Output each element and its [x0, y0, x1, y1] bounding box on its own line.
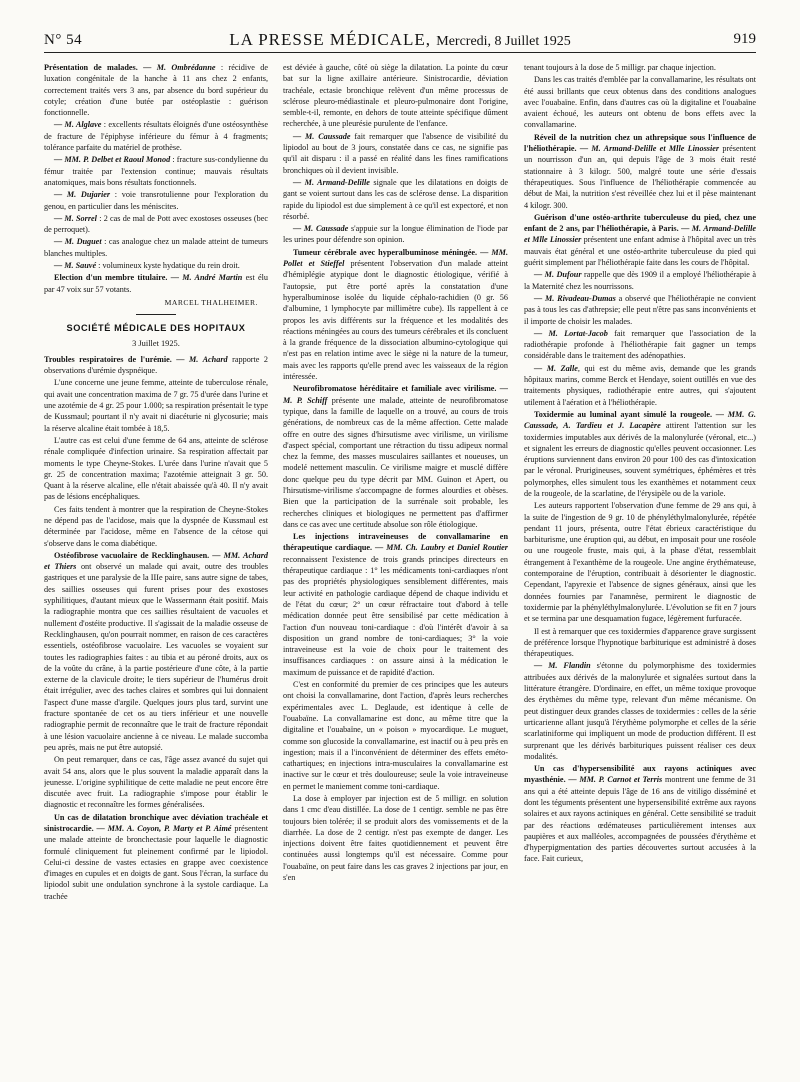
- author-name: MM. G. Caussade, A. Tardieu et J. Lacapère: [524, 409, 756, 431]
- paragraph: [283, 383, 508, 530]
- paragraph-text: : cas analogue chez un malade atteint de tumeurs blanches multiples.: [44, 237, 268, 258]
- paragraph-text: : volumineux kyste hydatique du rein droit.: [98, 261, 240, 271]
- paragraph-text: montrent une femme de 31 ans qui a été atteinte depuis l'âge de 16 ans de vitiligo disséminé et dont les téguments présentent une hypersensibilité extrême aux rayons solaires et aux rayons actiniques en général. Cette sensibilité se traduit par des réactions œdémateuses particulièrement intenses aux paupières et aux malléoles, accompagnées de poussées d'érythème et d'hyperpigmentation des parties découvertes surtout accusées à la face. Fait curieux,: [524, 775, 756, 864]
- paragraph-heading: Troubles respiratoires de l'urémie. —: [44, 354, 185, 364]
- author-name: M. Ombrédanne: [156, 63, 216, 72]
- author-name: — M. Dujarier: [54, 190, 111, 200]
- author-name: M. Achard: [189, 354, 228, 364]
- paragraph: [524, 660, 756, 762]
- paragraph: [283, 531, 508, 678]
- section-date: 3 Juillet 1925.: [132, 338, 180, 348]
- paragraph: [44, 62, 268, 118]
- author-name: — M. Armand-Delille: [293, 177, 370, 187]
- paragraph-text: : excellents résultats éloignés d'une ostéosynthèse de fracture de l'épiphyse inférieure du fémur à 4 fragments; tolérance parfaite du matériel de prothèse.: [44, 120, 268, 153]
- issue-date: Mercredi, 8 Juillet 1925: [436, 34, 571, 49]
- paragraph: [524, 132, 756, 211]
- paragraph: [44, 213, 268, 236]
- paragraph-text: attirent l'attention sur les toxidermies imputables aux dérivés de la malonylurée (véronal, etc...) et signalent les erreurs de diagnostic qu'elles peuvent occasionner. Les éruptions surviennent dans environ 20 pour 100 des cas d'intoxication par le véronal. Prurigineuses, souvent symétriques, éphémères et très polymorphes, elles simulent tous les exanthèmes et notamment ceux de la rougeole, de la scarlatine, de l'érysipèle ou de la variole.: [524, 421, 756, 498]
- paragraph: [524, 212, 756, 268]
- paragraph: [283, 177, 508, 222]
- page-number: 919: [733, 31, 756, 47]
- paragraph: tenant toujours à la dose de 5 milligr. par chaque injection.: [524, 63, 716, 72]
- author-name: MM. A. Coyon, P. Marty et P. Aimé: [107, 824, 232, 833]
- author-name: — M. Caussade: [293, 131, 351, 141]
- paragraph: [44, 154, 268, 188]
- paragraph-heading: Tumeur cérébrale avec hyperalbuminose méningée. —: [293, 247, 489, 257]
- author-name: — M. Caussade: [293, 224, 349, 234]
- author-name: — M. Flandin: [534, 661, 591, 671]
- paragraph-text: rappelle que dès 1909 il a employé l'héliothérapie à la Maternité chez les nourrissons.: [524, 270, 756, 291]
- paragraph-heading: Un cas d'hypersensibilité aux rayons actiniques avec myasthénie. —: [524, 764, 756, 785]
- paragraph: [44, 236, 268, 259]
- paragraph: [283, 223, 508, 246]
- author-name: — M. Rivadeau-Dumas: [534, 293, 616, 303]
- paragraph-text: s'appuie sur la longue élimination de l'iode par les urines pour défendre son opinion.: [283, 224, 508, 245]
- paragraph-text: présentent un nourrisson d'un an, qui depuis l'âge de 3 mois était resté stationnaire à 3 kilogr. 500, malgré toute une série d'essais thérapeutiques. Sous l'influence de l'héliothérapie commencée au début de Mai, la nutrition s'est réveillée chez lui et il pèse maintenant 4 kilogr. 300.: [524, 144, 756, 210]
- paragraph: L'une concerne une jeune femme, atteinte de tuberculose rénale, qui avait une concentration maxima de 7 gr. 75 d'urée dans l'urine et une azotémie de 4 gr. 25 pour 1.000; sa respiration présentait le type de Kussmaul; pourtant il n'y avait ni diacéturie ni glycosurie; mais la réserve alcaline était tombée à 18,5.: [44, 378, 268, 433]
- paragraph: [524, 409, 756, 499]
- author-name: — MM. P. Delbet et Raoul Monod: [54, 155, 171, 165]
- column-3: [524, 62, 756, 1074]
- paragraph: est déviée à gauche, côté où siège la dilatation. La pointe du cœur bat sur la ligne axillaire antérieure. Sinistrocardie, déviation trachéale, ectasie bronchique relèvent d'un même processus de sclérose pleuro-médiastinale et pleuro-pulmonaire dont l'origine, semble-t-il, remonte, en dehors de toute atteinte spécifique dûment recherchée, à une pleurésie purulente de l'enfance.: [283, 63, 508, 129]
- paragraph-text: rapporte 2 observations d'urémie dyspnéique.: [44, 354, 268, 376]
- author-name: M. P. Schiff: [283, 395, 328, 405]
- paragraph: [524, 363, 756, 408]
- author-name: — M. Duguet: [54, 237, 102, 247]
- paragraph: [44, 272, 268, 295]
- paragraph: [524, 328, 756, 362]
- running-header: [44, 30, 756, 53]
- author-name: — M. Dufour: [534, 270, 582, 280]
- section-divider: [136, 314, 176, 315]
- author-name: — M. Sorrel: [54, 213, 97, 223]
- paragraph: [44, 550, 268, 753]
- paragraph-text: a observé que l'héliothérapie ne convient pas à tous les cas d'athrepsie; elle peut n'être pas sans inconvénients et il importe de choisir les malades.: [524, 293, 756, 326]
- paragraph-text: présentent l'observation d'un malade atteint d'hémiplégie atypique dont le diagnostic étiologique, vérifié à l'autopsie, put être porté après la constatation d'une hyperalbuminose isolée du liquide céphalo-rachidien (0 gr. 56 d'albumine, 1 lymphocyte par millimètre cube). Ils rappellent à ce propos les avis différents sur la fréquence et les modalités des réactions méningées au cours des tumeurs cérébrales et ils concluent à la grande fréquence de la dissociation albumino-cytologique qui n'est pas en relation intime avec le siège ni la nature de la tumeur, mais avec les rapports qu'elle prend avec les vaisseaux de la région intéressée.: [283, 259, 508, 382]
- author-name: MM. Ch. Laubry et Daniel Routier: [386, 543, 508, 553]
- paragraph-text: est élu par 47 voix sur 57 votants.: [44, 273, 268, 294]
- paragraph-text: ont observé un malade qui avait, outre des troubles gastriques et une paralysie de la IIIe paire, sans autre signe de tabes, des saillies osseuses qui furent prises pour des exostoses syphilitiques, d'autant mieux que le Wassermann était positif. Mais la radiographie montra que ces saillies résultaient de vacuoles et nullement d'ostéite productive. Il s'agissait de la maladie osseuse de Recklinghausen, qu'on pourrait nommer, en raison de ces caractères essentiels, ostéofibrose vacuolaire. Les vacuoles se voyaient sur toutes les radiographies faites : au tibia et au péroné droits, aux os de la voûte du crâne, à la partie postérieure d'une côte, à la partie externe de la clavicule droite; le tiers supérieur de l'humérus droit était irrégulier, avec des taches claires et sombres qui lui donnaient l'aspect d'une masse d'argile. Quelques jours plus tard, survint une fracture spontanée de cet os au tiers inférieur et une nouvelle radiographie permit de reconnaître que le trait de fracture répondait à une lésion vacuolaire ancienne à ce niveau. Le malade succomba peu après, mais ne put être autopsié.: [44, 562, 268, 752]
- paragraph-text: : voie transrotulienne pour l'exploration du genou, en particulier dans les méniscites.: [44, 190, 268, 211]
- author-name: M. André Martin: [182, 273, 243, 283]
- paragraph: L'autre cas est celui d'une femme de 64 ans, atteinte de sclérose rénale compliquée d'infection urinaire. Sa respiration affectait par moments le type Cheyne-Stokes. L'urée dans l'urine n'avait que 5 gr. 25 de concentration maxima; l'azotémie atteignait 3 gr. 50. Quant à la réserve alcaline, elle n'était abaissée qu'à 40. Il n'y avait pas de lésions encéphaliques.: [44, 435, 268, 502]
- paragraph-text: présentent une malade atteinte de bronchectasie pour laquelle le diagnostic formulé cliniquement fut pleinement confirmé par le lipiodol. Celui-ci dessine de vastes ectasies en grappe avec coexistence d'images en cupules et en doigts de gant. Sous l'écran, la surface du lipiodol subit une ondulation synchrone à la systole cardiaque. La trachée: [44, 824, 268, 901]
- author-name: M. Armand-Delille et Mlle Linossier: [591, 144, 720, 154]
- paragraph-heading: Guérison d'une ostéo-arthrite tuberculeuse du pied, chez une enfant de 2 ans, par l'héliothérapie, à Paris. —: [524, 212, 756, 234]
- paragraph-heading: Toxidermie au luminal ayant simulé la rougeole. —: [534, 409, 724, 419]
- paragraph: [283, 247, 508, 383]
- paragraph-text: : fracture sus-condylienne du fémur traitée par l'extension continue; mauvais résultats anatomiques, mais bons résultats fonctionnels.: [44, 155, 268, 187]
- paragraph: [44, 812, 268, 902]
- paragraph: La dose à employer par injection est de 5 milligr. en solution dans 1 cmc d'eau distillée. La dose de 1 centigr. semble ne pas être toujours bien tolérée; il se produit alors des vomissements et de la diarrhée. La dose de 2 centigr. n'est pas exempte de danger. Les injections doivent être faites quotidiennement et peuvent être continuées aussi longtemps qu'il est nécessaire. Comme pour l'ouabaïne, on peut faire dans les cas graves 2 injections par jour, en s'en: [283, 794, 508, 883]
- paragraph-text: fait remarquer que l'absence de visibilité du lipiodol au bout de 3 jours, constatée dans ce cas, ne signifie pas qu'il ait disparu : il a passé en réalité dans les fines ramifications bronchiques où il devient invisible.: [283, 131, 508, 175]
- paragraph-text: présentent une enfant admise à l'hôpital avec un très mauvais état général et une ostéo-arthrite tuberculeuse du pied qui guérit simplement par l'héliothérapie faite dans les cours de l'hôpital.: [524, 235, 756, 268]
- author-name: MM. Achard et Thiers: [44, 550, 268, 572]
- paragraph-heading: Présentation de malades. —: [44, 63, 152, 72]
- paragraph: [44, 119, 268, 153]
- author-name: — M. Sauvé: [54, 261, 97, 271]
- paragraph: Il est à remarquer que ces toxidermies d'apparence grave surgissent de préférence lorsque l'hypnotique barbiturique est administré à doses thérapeutiques.: [524, 626, 756, 659]
- paragraph-heading: Election d'un membre titulaire. —: [54, 273, 179, 283]
- paragraph-heading: Réveil de la nutrition chez un athrepsique sous l'influence de l'héliothérapie. —: [524, 132, 756, 154]
- paragraph: [524, 269, 756, 292]
- paragraph-text: présente une malade, atteinte de neurofibromatose typique, dans la famille de laquelle on a trouvé, au cours de trois générations, de nombreux cas de la même affection. Cette malade offre en outre des signes d'hirsutisme avec virilisme, un virilisme d'aspect spécial, comportant une rétraction du tissu adipeux normal chez la femme, des masses musculaires saillantes et noueuses, un modelé nettement masculin. Ce virilisme maigre et musclé diffère donc quelque peu du type décrit par MM. Guinon et Apert, ou l'hirsutisme-virilisme s'accompagne de formes alourdies et obèses. Bien que la participation de la surrénale soit probable, les recherches cliniques et biologiques ne permettent pas d'affirmer dans ce cas avec une certitude absolue son rôle étiologique.: [283, 395, 508, 529]
- author-name: M. Armand-Delille et Mlle Linossier: [524, 224, 756, 245]
- paragraph-text: reconnaissent l'existence de trois grands principes directeurs en thérapeutique cardiaque : 1° les médicaments toni-cardiaques n'ont pas des propriétés physiologiques sensiblement différentes, mais leur activité en pathologie cardiaque dépend de chaque individu et de l'état du cœur; 2° un cœur réfractaire tout d'abord à telle médication donnée peut être sensibilisé par cette médication à l'action d'un nouveau toni-cardiaque : d'où l'intérêt d'avoir à sa disposition un grand nombre de toni-cardiaques; 3° la voie intraveineuse est la voie de choix pour le traitement des insuffisances cardiaques : on assure ainsi à la médication le maximum de puissance et de rapidité d'action.: [283, 554, 508, 677]
- paragraph: Ces faits tendent à montrer que la respiration de Cheyne-Stokes ne dépend pas de l'acidose, mais que la dyspnée de Kussmaul est déterminée par l'acidose, même en l'absence de la cétose qui s'observe dans le coma diabétique.: [44, 504, 268, 548]
- paragraph-heading: Les injections intraveineuses de convallamarine en thérapeutique cardiaque. —: [283, 532, 508, 553]
- signature: MARCEL THALHEIMER.: [164, 297, 258, 307]
- paragraph: [44, 260, 268, 271]
- author-name: — M. Alglave: [54, 120, 102, 130]
- paragraph-text: : 2 cas de mal de Pott avec exostoses osseuses (bec de perroquet).: [44, 213, 268, 235]
- author-name: MM. Pollet et Stieffel: [283, 247, 508, 269]
- paragraph: [524, 293, 756, 327]
- paragraph: Les auteurs rapportent l'observation d'une femme de 29 ans qui, à la suite de l'ingestion de 9 gr. 10 de phényléthylmalonylurée, répétée pendant 11 jours, présenta, outre l'état ébrieux caractéristique du barbiturisme, une éruption qui, au début, en imposait pour une roséole ou une rougeole fruste, mais qui, à la phase d'état, ressemblait étrangement à l'exanthème de la rougeole. Une angine érythémateuse, contemporaine de l'éruption, contribuait à désorienter le diagnostic. Cependant, l'apyrexie et l'absence de signes généraux, ainsi que les données fournies par l'anamnèse, permirent le diagnostic de toxidermie par la phényléthylmalonylurée. L'évolution se fit en 7 jours et se termina par une desquamation fugace, légèrement furfuracée.: [524, 501, 756, 624]
- paragraph: [283, 131, 508, 176]
- column-2: [283, 62, 508, 1074]
- author-name: — M. Zalle: [534, 363, 578, 373]
- issue-number: N° 54: [44, 32, 83, 48]
- paragraph-heading: Neurofibromatose héréditaire et familiale avec virilisme. —: [293, 384, 508, 394]
- paragraph-heading: Ostéofibrose vacuolaire de Recklinghausen. —: [54, 550, 221, 560]
- column-1: [44, 62, 268, 1074]
- paragraph-text: , qui est du même avis, demande que les grands hôpitaux marins, comme Berck et Hendaye, soient outillés en vue des traitements physiques, radiothérapie entre autres, qui s'ajoutent utilement à l'aération et à l'héliothérapie.: [524, 363, 756, 407]
- paragraph: [44, 189, 268, 212]
- journal-title: [44, 30, 756, 50]
- journal-name: LA PRESSE MÉDICALE,: [229, 30, 431, 49]
- paragraph-heading: Un cas de dilatation bronchique avec déviation trachéale et sinistrocardie. —: [44, 812, 268, 833]
- paragraph: [524, 763, 756, 865]
- author-name: — M. Lortat-Jacob: [534, 328, 608, 338]
- paragraph: On peut remarquer, dans ce cas, l'âge assez avancé du sujet qui avait 54 ans, alors que le plus souvent la maladie apparaît dans la jeunesse. L'origine syphilitique de cette maladie ne peut encore être discutée avec fruit. La radiographie s'impose pour établir le diagnostic et reconnaître les formes généralisées.: [44, 755, 268, 810]
- paragraph-text: : récidive de luxation congénitale de la hanche à 11 ans chez 2 enfants, correctement traités vers 3 ans, par absence du bord supérieur du cotyle; création d'une butée par ostéoplastie : guérison fonctionnelle.: [44, 63, 268, 118]
- paragraph-text: signale que les dilatations en doigts de gant se voient surtout dans les cas de sclérose dense. La disparition rapide du lipiodol est due simplement à ce qu'il est expectoré, et non résorbé.: [283, 177, 508, 221]
- author-name: MM. P. Carnot et Terris: [579, 775, 663, 785]
- paragraph-text: s'étonne du polymorphisme des toxidermies attribuées aux dérivés de la malonylurée et signalées surtout dans la littérature étrangère. D'ordinaire, en effet, un même toxique provoque des érythèmes du même type, relevant d'un même mécanisme. On peut distinguer deux grandes classes de toxidermies : celles de la série urticarienne allant jusqu'à l'érythème polymorphe et celles de la série scarlatiniforme qui impliquent un mode de production différent. Il est surprenant que les dérivés barbituriques puissent réaliser ces deux modalités.: [524, 661, 756, 761]
- section-title: SOCIÉTÉ MÉDICALE DES HOPITAUX: [66, 323, 246, 334]
- paragraph: [44, 354, 268, 377]
- paragraph-text: fait remarquer que l'association de la radiothérapie profonde à l'héliothérapie fait gagner un temps considérable dans le traitement des adénopathies.: [524, 328, 756, 361]
- paragraph: Dans les cas traités d'emblée par la convallamarine, les résultats ont été aussi brillants que ceux obtenus dans des conditions analogues avec l'ouabaïne. Enfin, dans d'autres cas où la digitaline et l'ouabaïne avaient échoué, les auteurs ont obtenu de bons effets avec la convallamarine.: [524, 75, 756, 130]
- paragraph: C'est en conformité du premier de ces principes que les auteurs ont choisi la convallamarine, dont l'action, d'après leurs recherches expérimentales avec L. Deglaude, est identique à celle de l'ouabaïne. La convallamarine est donc, au même titre que la digitaline et l'ouabaïne, un « poison » myocardique. Le muguet, comme son glucoside la convallamarine, est inactif ou à peu près en ingestion; mais il a l'inconvénient de déterminer des effets eméto-cathartiques; en injections intra-musculaires la convallamarine est inactive sur le cœur et très douloureuse; seule la voie intraveineuse en permet le maniement comme toni-cardiaque.: [283, 680, 508, 791]
